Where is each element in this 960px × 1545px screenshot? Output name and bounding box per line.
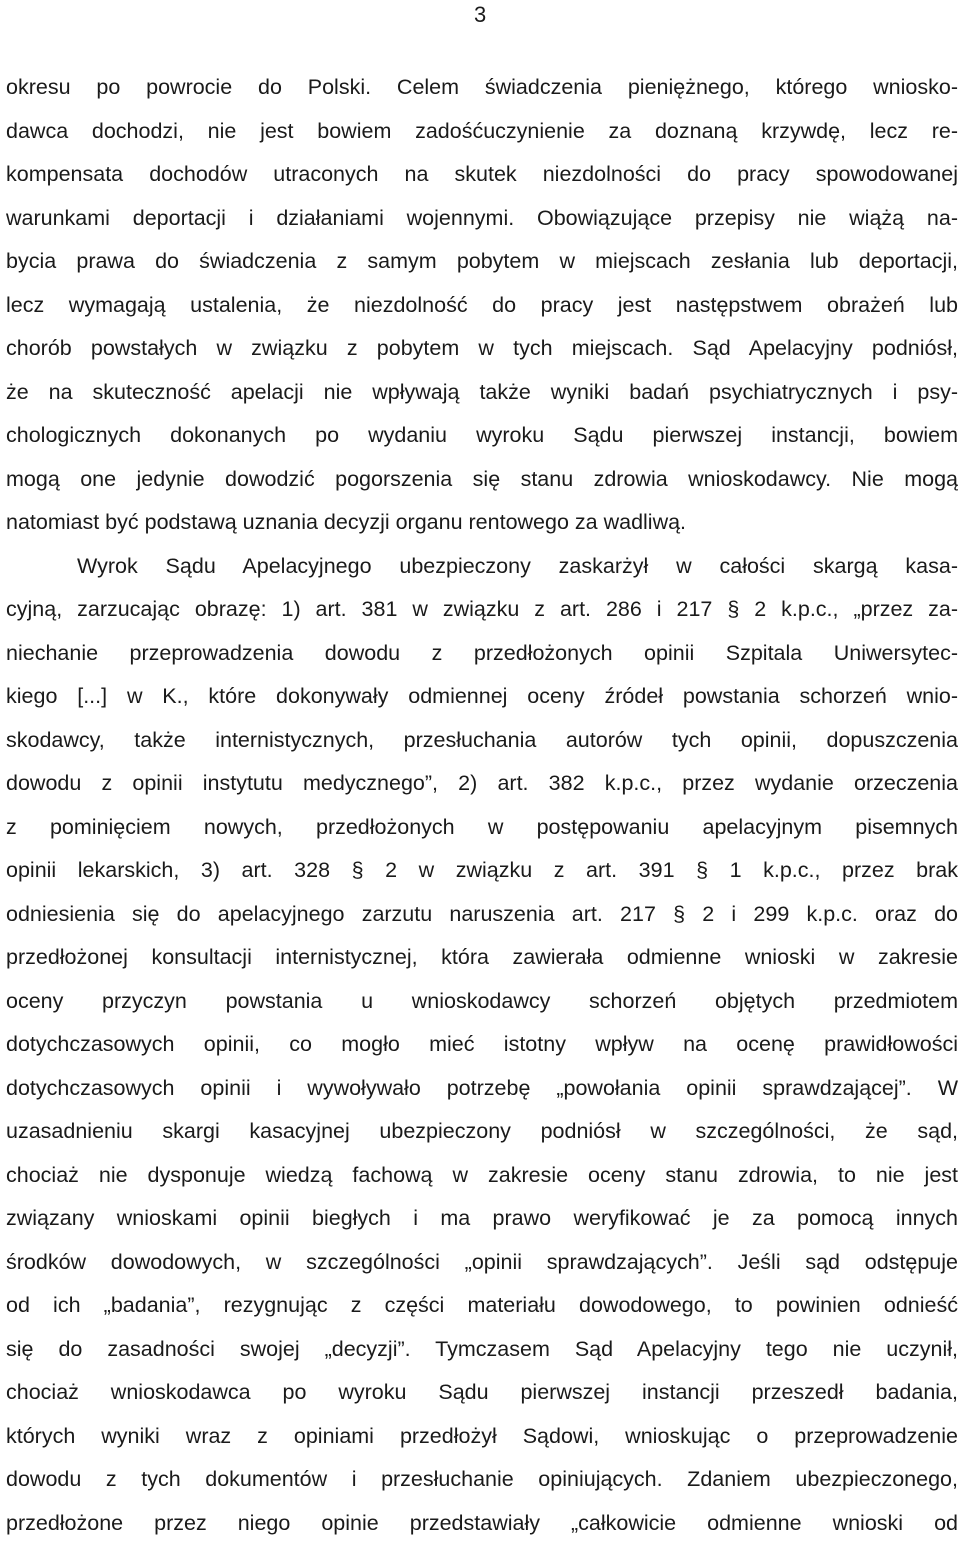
text-line: skodawcy, także internistycznych, przesłuchania autorów tych opinii, dopuszczenia — [6, 719, 958, 763]
text-line: chociaż nie dysponuje wiedzą fachową w zakresie oceny stanu zdrowia, to nie jest — [6, 1154, 958, 1198]
text-line: przedłożone przez niego opinie przedstawiały „całkowicie odmienne wnioski od — [6, 1502, 958, 1545]
text-line: związany wnioskami opinii biegłych i ma prawo weryfikować je za pomocą innych — [6, 1197, 958, 1241]
text-line: się do zasadności swojej „decyzji”. Tymczasem Sąd Apelacyjny tego nie uczynił, — [6, 1328, 958, 1372]
text-line: cyjną, zarzucając obrazę: 1) art. 381 w związku z art. 286 i 217 § 2 k.p.c., „przez za- — [6, 588, 958, 632]
page-number: 3 — [474, 2, 486, 28]
text-line: mogą one jedynie dowodzić pogorszenia się stanu zdrowia wnioskodawcy. Nie mogą — [6, 458, 958, 502]
text-line: przedłożonej konsultacji internistycznej, która zawierała odmienne wnioski w zakresie — [6, 936, 958, 980]
document-body — [6, 66, 958, 1545]
text-line: kiego [...] w K., które dokonywały odmiennej oceny źródeł powstania schorzeń wnio- — [6, 675, 958, 719]
text-line: chologicznych dokonanych po wydaniu wyroku Sądu pierwszej instancji, bowiem — [6, 414, 958, 458]
text-line: dowodu z tych dokumentów i przesłuchanie opiniujących. Zdaniem ubezpieczonego, — [6, 1458, 958, 1502]
text-line: dotychczasowych opinii, co mogło mieć istotny wpływ na ocenę prawidłowości — [6, 1023, 958, 1067]
text-line: niechanie przeprowadzenia dowodu z przedłożonych opinii Szpitala Uniwersytec- — [6, 632, 958, 676]
text-line: z pominięciem nowych, przedłożonych w postępowaniu apelacyjnym pisemnych — [6, 806, 958, 850]
text-line: środków dowodowych, w szczególności „opinii sprawdzających”. Jeśli sąd odstępuje — [6, 1241, 958, 1285]
text-line: natomiast być podstawą uznania decyzji organu rentowego za wadliwą. — [6, 501, 958, 545]
text-line: których wyniki wraz z opiniami przedłożył Sądowi, wnioskując o przeprowadzenie — [6, 1415, 958, 1459]
text-line: dowodu z opinii instytutu medycznego”, 2) art. 382 k.p.c., przez wydanie orzeczenia — [6, 762, 958, 806]
text-line: od ich „badania”, rezygnując z części materiału dowodowego, to powinien odnieść — [6, 1284, 958, 1328]
text-line: kompensata dochodów utraconych na skutek niezdolności do pracy spowodowanej — [6, 153, 958, 197]
text-line: uzasadnieniu skargi kasacyjnej ubezpieczony podniósł w szczególności, że sąd, — [6, 1110, 958, 1154]
text-line: dawca dochodzi, nie jest bowiem zadośćuczynienie za doznaną krzywdę, lecz re- — [6, 110, 958, 154]
text-line: dotychczasowych opinii i wywoływało potrzebę „powołania opinii sprawdzającej”. W — [6, 1067, 958, 1111]
text-line: chorób powstałych w związku z pobytem w tych miejscach. Sąd Apelacyjny podniósł, — [6, 327, 958, 371]
text-line: chociaż wnioskodawca po wyroku Sądu pierwszej instancji przeszedł badania, — [6, 1371, 958, 1415]
text-line: okresu po powrocie do Polski. Celem świadczenia pieniężnego, którego wniosko- — [6, 66, 958, 110]
text-line: oceny przyczyn powstania u wnioskodawcy schorzeń objętych przedmiotem — [6, 980, 958, 1024]
text-line: bycia prawa do świadczenia z samym pobytem w miejscach zesłania lub deportacji, — [6, 240, 958, 284]
text-line: Wyrok Sądu Apelacyjnego ubezpieczony zaskarżył w całości skargą kasa- — [6, 545, 958, 589]
text-line: że na skuteczność apelacji nie wpływają także wyniki badań psychiatrycznych i psy- — [6, 371, 958, 415]
text-line: warunkami deportacji i działaniami wojennymi. Obowiązujące przepisy nie wiążą na- — [6, 197, 958, 241]
text-line: lecz wymagają ustalenia, że niezdolność do pracy jest następstwem obrażeń lub — [6, 284, 958, 328]
text-line: odniesienia się do apelacyjnego zarzutu naruszenia art. 217 § 2 i 299 k.p.c. oraz do — [6, 893, 958, 937]
text-line: opinii lekarskich, 3) art. 328 § 2 w związku z art. 391 § 1 k.p.c., przez brak — [6, 849, 958, 893]
